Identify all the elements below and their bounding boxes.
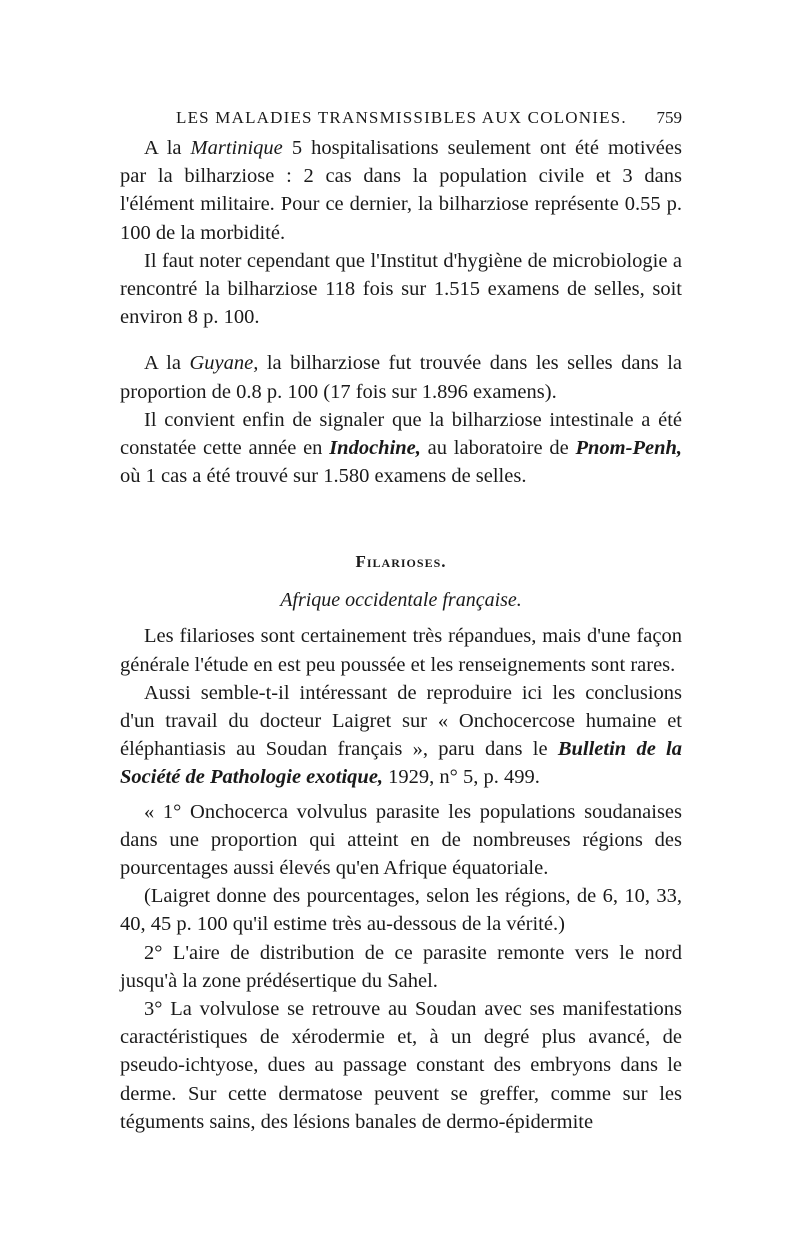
text-run: A la (144, 352, 190, 375)
section-title: Filarioses. (355, 552, 447, 572)
place-name: Martinique (190, 137, 283, 159)
paragraph-filarioses: Les filarioses sont certainement très répandues, mais d'une façon générale l'étude en est peu poussée et les renseignements sont rares. (120, 625, 682, 676)
text-run: Il convient enfin de signaler que la bilharziose intestinale a été constatée cette année en (120, 408, 682, 460)
page-number: 759 (656, 108, 682, 127)
running-head (120, 108, 682, 128)
spacer (120, 331, 682, 349)
running-head-title: LES MALADIES TRANSMISSIBLES AUX COLONIES. (176, 108, 627, 127)
text-run: 5 hospitalisations seulement ont été motivées par la bilharziose : 2 cas dans la population civile et 3 dans l'élément militaire. Pour ce dernier, la bilharziose représente 0.55 p. 100 de la morbidité. (120, 137, 682, 244)
text-run: 1929, n° 5, p. 499. (383, 766, 540, 789)
text-run: Aussi semble-t-il intéressant de reproduire ici les conclusions d'un travail du docteur Laigret sur « Onchocercose humaine et éléphantiasis au Soudan français », paru dans le (120, 681, 682, 761)
paragraph-martinique (120, 134, 682, 247)
text-run: A la (144, 137, 191, 159)
text-run: au laboratoire de (420, 437, 576, 460)
journal-title: Bulletin de la Société de Pathologie exotique, (120, 738, 682, 789)
place-name: Pnom-Penh, (575, 437, 682, 460)
text-run: la bilharziose fut trouvée dans les selles dans la proportion de 0.8 p. 100 (17 fois sur 1.896 examens). (120, 352, 682, 403)
place-name: Guyane, (189, 352, 259, 375)
place-name: Indochine, (329, 437, 421, 460)
text-run: où 1 cas a été trouvé sur 1.580 examens de selles. (120, 465, 527, 488)
book-page (120, 108, 682, 1136)
section-subtitle: Afrique occidentale française. (280, 589, 522, 612)
paragraph-conclusion-3: 3° La volvulose se retrouve au Soudan avec ses manifestations caractéristiques de xérodermie et, à un degré plus avancé, de pseudo-ichtyose, dues au passage constant des embryons dans le derme. Sur cette dermatose peuvent se greffer, comme sur les téguments sains, des lésions banales de dermo-épidermite (120, 998, 682, 1133)
paragraph-indochine (120, 406, 682, 491)
paragraph-institut: Il faut noter cependant que l'Institut d'hygiène de microbiologie a rencontré la bilharziose 118 fois sur 1.515 examens de selles, soit environ 8 p. 100. (120, 249, 682, 329)
paragraph-note-pourcentages: (Laigret donne des pourcentages, selon les régions, de 6, 10, 33, 40, 45 p. 100 qu'il estime très au-dessous de la vérité.) (120, 885, 682, 936)
paragraph-guyane (120, 349, 682, 405)
paragraph-laigret (120, 679, 682, 792)
paragraph-conclusion-1: « 1° Onchocerca volvulus parasite les populations soudanaises dans une proportion qui atteint en de nombreuses régions des pourcentages aussi élevés qu'en Afrique équatoriale. (120, 800, 682, 880)
paragraph-conclusion-2: 2° L'aire de distribution de ce parasite remonte vers le nord jusqu'à la zone prédésertique du Sahel. (120, 941, 682, 992)
spacer (120, 490, 682, 548)
